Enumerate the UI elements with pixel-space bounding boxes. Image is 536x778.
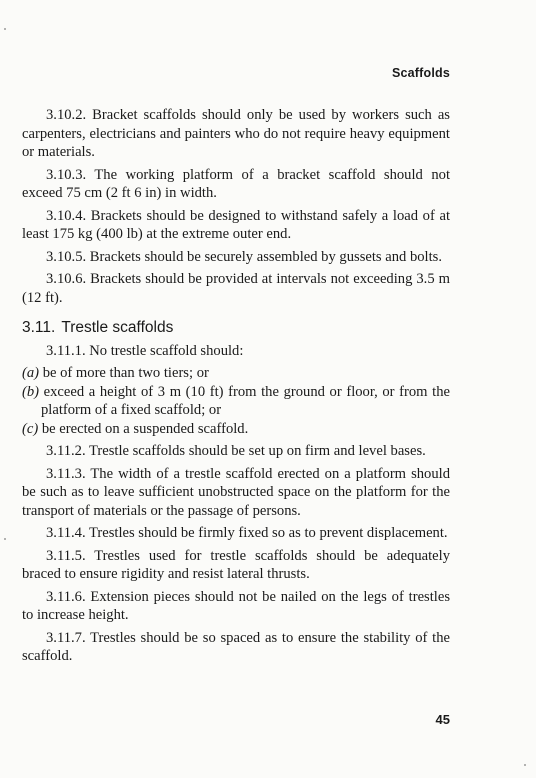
paragraph-3-11-6: 3.11.6. Extension pieces should not be nailed on the legs of trestles to increase height. [22,588,450,623]
paragraph-3-10-6: 3.10.6. Brackets should be provided at intervals not exceeding 3.5 m (12 ft). [22,271,450,306]
section-heading [22,319,450,338]
section-number: 3.11. [22,319,56,336]
list-item [22,420,450,439]
condition-list [22,364,450,438]
scan-speck [4,538,6,540]
paragraph-3-11-4: 3.11.4. Trestles should be firmly fixed so as to prevent displacement. [46,525,448,541]
paragraph-3-10-3: 3.10.3. The working platform of a bracket scaffold should not exceed 75 cm (2 ft 6 in) in width. [22,166,450,201]
list-item-text: be erected on a suspended scaffold. [41,420,249,437]
section-title: Trestle scaffolds [61,319,174,336]
list-item-text: be of more than two tiers; or [42,365,209,381]
page-number: 45 [435,712,450,727]
paragraph-3-10-4: 3.10.4. Brackets should be designed to withstand safely a load of at least 175 kg (400 lb) at the extreme outer end. [22,207,450,242]
paragraph-3-11-2: 3.11.2. Trestle scaffolds should be set up on firm and level bases. [46,443,426,459]
paragraph-3-10-5: 3.10.5. Brackets should be securely assembled by gussets and bolts. [46,248,442,265]
scan-speck [524,764,526,766]
paragraph-3-11-3: 3.11.3. The width of a trestle scaffold erected on a platform should be such as to leave sufficient unobstructed space on the platform for the transport of materials or the passage of persons. [22,465,450,519]
paragraph-3-11-5: 3.11.5. Trestles used for trestle scaffolds should be adequately braced to ensure rigidity and resist lateral thrusts. [22,547,450,582]
running-header: Scaffolds [391,66,450,80]
list-item-text: exceed a height of 3 m (10 ft) from the ground or floor, or from the platform of a fixed scaffold; or [41,383,450,418]
list-item-label: (c) [22,420,39,437]
list-item [22,383,450,420]
paragraph-3-11-1: 3.11.1. No trestle scaffold should: [46,342,244,359]
scan-speck [4,28,6,30]
paragraph-3-10-2: 3.10.2. Bracket scaffolds should only be used by workers such as carpenters, electricians and painters who do not require heavy equipment or materials. [22,107,450,160]
paragraph-3-11-7: 3.11.7. Trestles should be so spaced as to ensure the stability of the scaffold. [22,629,450,664]
list-item [22,364,450,383]
page-body [22,106,450,670]
list-item-label: (a) [22,365,40,381]
list-item-label: (b) [22,383,40,400]
